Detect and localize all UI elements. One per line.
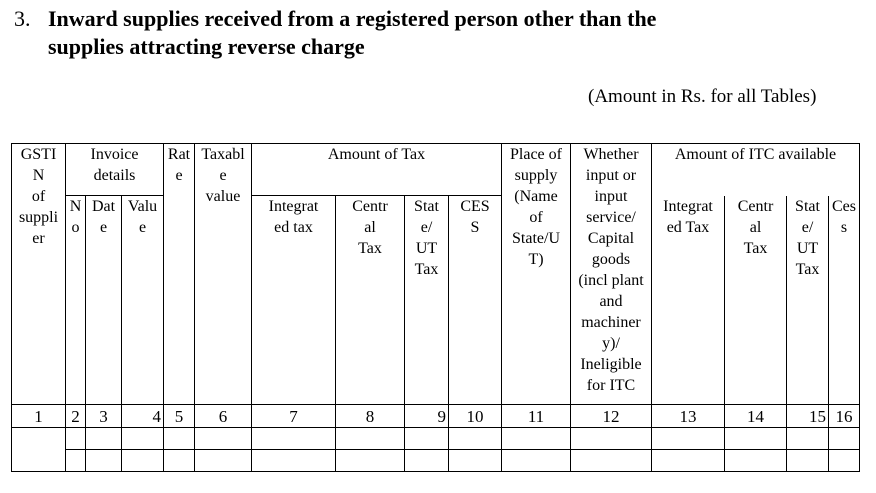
column-number: 3 — [86, 405, 122, 428]
header-input-type — [571, 144, 652, 405]
header-itc-available: Amount of ITC available — [652, 144, 860, 196]
column-number: 12 — [571, 405, 652, 428]
table-cell[interactable] — [725, 428, 787, 450]
table-cell[interactable] — [449, 428, 502, 450]
header-line: o — [71, 219, 80, 236]
header-line: e/ — [801, 218, 814, 236]
header-line: Centr — [352, 198, 388, 215]
header-place-of-supply — [502, 144, 571, 405]
table-cell[interactable] — [652, 450, 725, 472]
column-number: 16 — [829, 405, 860, 428]
header-line: value — [205, 188, 241, 205]
header-itc-integrated — [652, 196, 725, 405]
table-cell[interactable] — [66, 450, 86, 472]
header-line: ed tax — [274, 219, 313, 236]
header-line: service/ — [586, 209, 636, 226]
header-cess — [449, 196, 502, 405]
table-cell[interactable] — [164, 450, 195, 472]
header-line: T) — [528, 251, 544, 268]
column-number: 8 — [336, 405, 405, 428]
header-line: Integrat — [268, 198, 319, 215]
header-line: s — [840, 218, 848, 236]
column-number: 4 — [122, 405, 164, 428]
header-line: Place of — [510, 146, 562, 163]
table-cell[interactable] — [86, 450, 122, 472]
table-cell[interactable] — [829, 428, 860, 450]
inward-supplies-table — [11, 143, 860, 472]
header-line: and — [599, 293, 623, 310]
table-cell[interactable] — [725, 450, 787, 472]
header-line: S — [470, 219, 480, 236]
header-central-tax — [336, 196, 405, 405]
header-line: Tax — [358, 240, 382, 257]
table-cell[interactable] — [86, 428, 122, 450]
header-line: Dat — [91, 198, 116, 215]
section-title-line-1: Inward supplies received from a registered person other than the — [48, 6, 657, 31]
header-line: e — [138, 219, 147, 236]
column-number: 1 — [12, 405, 66, 428]
header-line: input — [594, 188, 628, 205]
header-amount-of-tax: Amount of Tax — [252, 144, 502, 196]
table-cell[interactable] — [652, 428, 725, 450]
table-cell[interactable] — [122, 450, 164, 472]
table-cell[interactable] — [405, 450, 449, 472]
header-line: ed Tax — [666, 218, 710, 236]
table-cell[interactable] — [336, 428, 405, 450]
header-invoice-details — [66, 144, 164, 196]
section-number: 3. — [14, 6, 31, 31]
column-number: 15 — [787, 405, 829, 428]
header-line: Valu — [127, 198, 158, 215]
header-line: Tax — [795, 260, 820, 278]
header-line: e/ — [420, 219, 433, 236]
table-cell[interactable] — [252, 450, 336, 472]
header-line: Tax — [414, 261, 439, 278]
table-cell[interactable] — [405, 428, 449, 450]
section-title-line-2: supplies attracting reverse charge — [48, 34, 365, 59]
header-line: e — [99, 219, 108, 236]
column-number: 11 — [502, 405, 571, 428]
header-line: Stat — [414, 198, 439, 215]
table-cell[interactable] — [66, 428, 86, 450]
header-line: (incl plant — [578, 272, 644, 289]
header-line: of — [529, 209, 543, 226]
header-invoice-no — [66, 196, 86, 405]
column-number: 10 — [449, 405, 502, 428]
header-line: Invoice — [90, 146, 139, 163]
column-number: 6 — [195, 405, 252, 428]
table-cell[interactable] — [122, 428, 164, 450]
header-line: Tax — [743, 239, 768, 257]
header-line: UT — [796, 239, 819, 257]
table-cell[interactable] — [164, 428, 195, 450]
table-cell[interactable] — [787, 450, 829, 472]
header-line: (Name — [514, 188, 558, 205]
header-line: Integrat — [663, 197, 713, 215]
header-line: UT — [415, 240, 438, 257]
header-invoice-value — [122, 196, 164, 405]
header-line: input or — [585, 167, 637, 184]
header-line: e — [219, 167, 227, 184]
header-line: Ces — [832, 197, 856, 215]
gstin-cell[interactable] — [12, 428, 66, 472]
header-line: e — [175, 167, 183, 184]
header-taxable-value — [195, 144, 252, 405]
column-number: 14 — [725, 405, 787, 428]
header-line: supply — [514, 167, 558, 184]
table-cell[interactable] — [571, 428, 652, 450]
header-line: al — [749, 218, 762, 236]
header-line: suppli — [18, 209, 59, 226]
header-itc-state-ut — [787, 196, 829, 405]
header-line: er — [32, 230, 45, 247]
header-line: machiner — [581, 314, 641, 331]
header-invoice-date — [86, 196, 122, 405]
header-line: Rat — [167, 146, 191, 163]
header-itc-cess — [829, 196, 860, 405]
table-row — [12, 450, 860, 472]
header-line: Whether — [583, 146, 639, 163]
table-cell[interactable] — [787, 428, 829, 450]
header-line: Centr — [737, 197, 774, 215]
table-cell[interactable] — [336, 450, 405, 472]
header-line: goods — [591, 251, 631, 268]
header-line: State/U — [512, 230, 560, 247]
table-cell[interactable] — [829, 450, 860, 472]
header-line: GSTI — [20, 146, 57, 163]
header-gstin — [12, 144, 66, 405]
header-line: Ineligible — [580, 356, 642, 373]
header-line: N — [32, 167, 45, 184]
header-line: for ITC — [586, 377, 636, 394]
table-cell[interactable] — [195, 428, 252, 450]
header-line: al — [364, 219, 376, 236]
header-line: N — [69, 198, 82, 215]
column-number: 13 — [652, 405, 725, 428]
column-number: 5 — [164, 405, 195, 428]
header-state-ut-tax — [405, 196, 449, 405]
table-cell[interactable] — [502, 450, 571, 472]
header-line: details — [93, 167, 136, 184]
header-line: of — [31, 188, 46, 205]
header-line: Capital — [587, 230, 635, 247]
header-line: Stat — [795, 197, 820, 215]
table-cell[interactable] — [195, 450, 252, 472]
header-line: Taxabl — [201, 146, 245, 163]
table-cell[interactable] — [449, 450, 502, 472]
column-number: 7 — [252, 405, 336, 428]
header-rate — [164, 144, 195, 405]
header-line: y)/ — [602, 335, 620, 352]
header-integrated-tax — [252, 196, 336, 405]
column-number: 9 — [405, 405, 449, 428]
table-row — [12, 428, 860, 450]
table-cell[interactable] — [252, 428, 336, 450]
header-itc-central — [725, 196, 787, 405]
column-number: 2 — [66, 405, 86, 428]
header-line: CES — [460, 198, 490, 215]
table-cell[interactable] — [571, 450, 652, 472]
table-cell[interactable] — [502, 428, 571, 450]
amount-note: (Amount in Rs. for all Tables) — [588, 86, 817, 107]
